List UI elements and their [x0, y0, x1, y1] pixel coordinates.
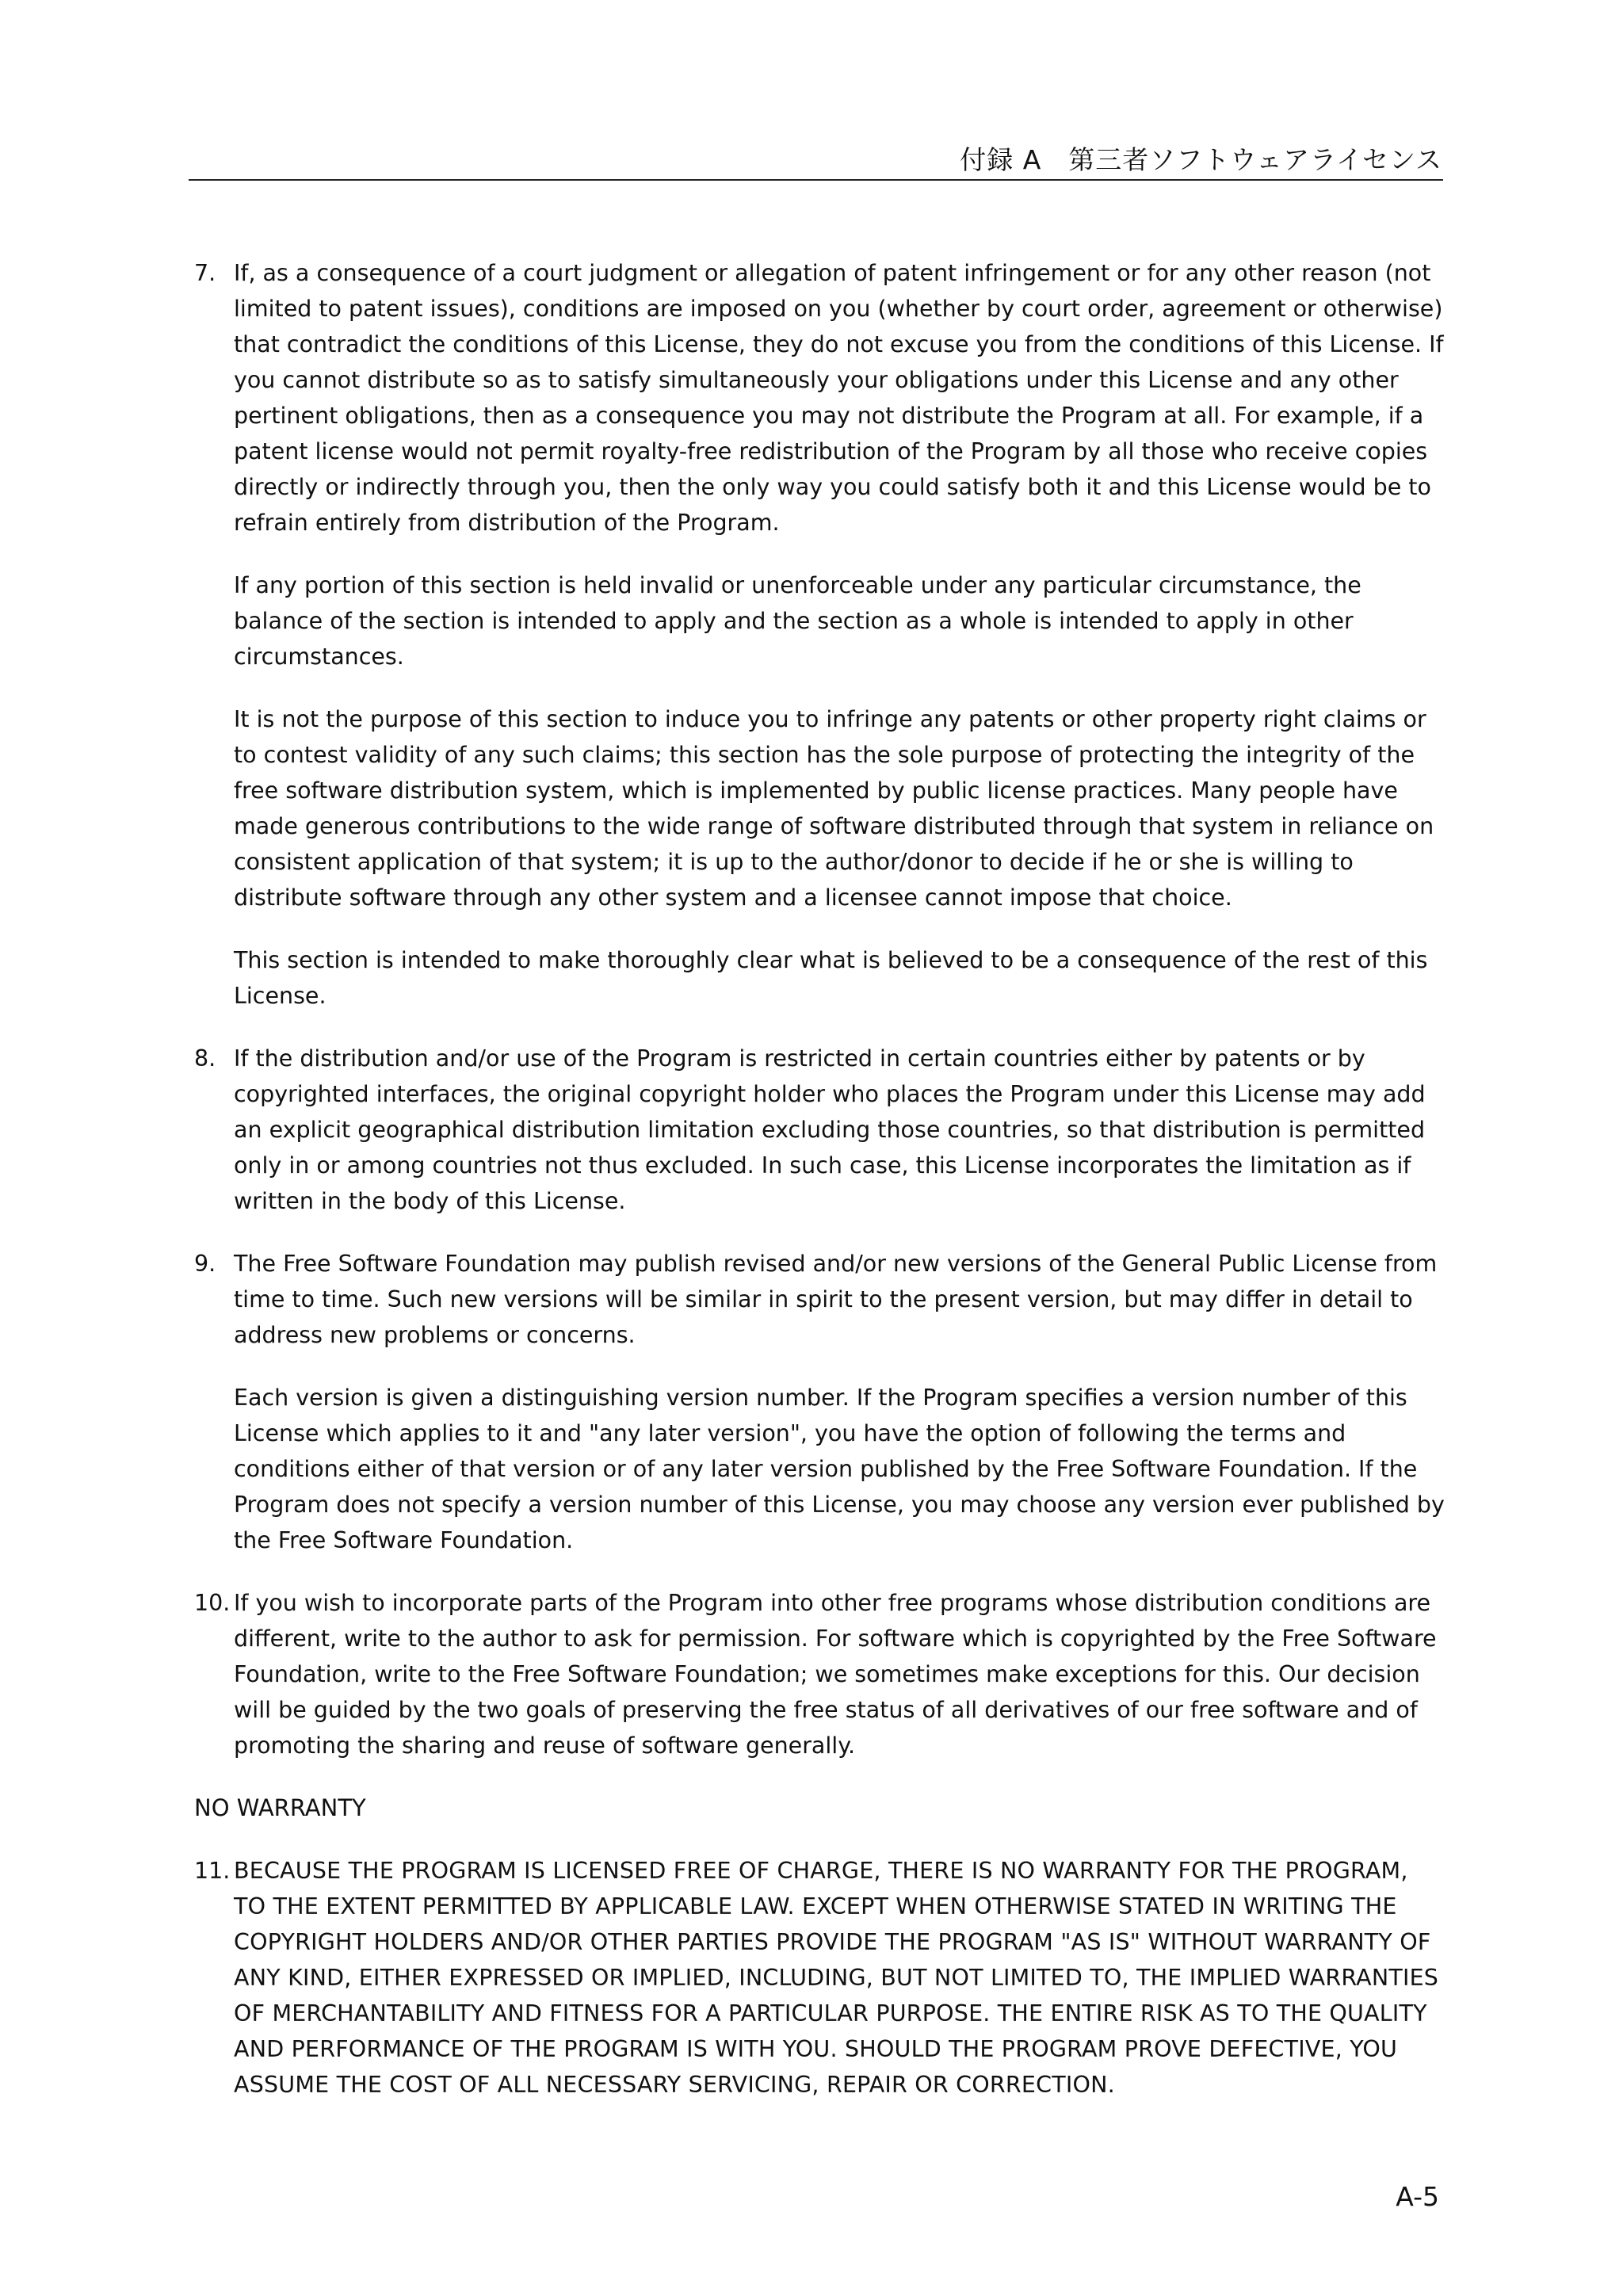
- paragraph: If you wish to incorporate parts of the Program into other free programs whose distribution conditions are different, write to the author to ask for permission. For software which is copyrighted by the Free Software Foundation, write to the Free Software Foundation; we sometimes make exceptions for this. Our decision will be guided by the two goals of preserving the free status of all derivatives of our free software and of promoting the sharing and reuse of software generally.: [234, 1590, 1437, 1759]
- paragraph: If the distribution and/or use of the Program is restricted in certain countries either by patents or by copyrighted interfaces, the original copyright holder who places the Program under this License may add an explicit geographical distribution limitation excluding those countries, so that distribution is permitted only in or among countries not thus excluded. In such case, this License incorporates the limitation as if written in the body of this License.: [234, 1045, 1426, 1214]
- item-number: 7.: [194, 260, 216, 286]
- item-number: 9.: [194, 1251, 216, 1277]
- paragraph: If any portion of this section is held invalid or unenforceable under any particular circumstance, the balance of the section is intended to apply and the section as a whole is intended to apply in other circumstances.: [234, 572, 1361, 670]
- header-divider: [189, 179, 1443, 181]
- license-item-7: [194, 255, 1446, 1014]
- paragraph: If, as a consequence of a court judgment or allegation of patent infringement or for any other reason (not limited to patent issues), conditions are imposed on you (whether by court order, agreement or otherwise) that contradict the conditions of this License, they do not excuse you from the conditions of this License. If you cannot distribute so as to satisfy simultaneously your obligations under this License and any other pertinent obligations, then as a consequence you may not distribute the Program at all. For example, if a patent license would not permit royalty-free redistribution of the Program by all those who receive copies directly or indirectly through you, then the only way you could satisfy both it and this License would be to refrain entirely from distribution of the Program.: [234, 260, 1444, 536]
- license-item-11: [194, 1853, 1446, 2103]
- item-number: 8.: [194, 1045, 216, 1072]
- page-header-title: 付録 A 第三者ソフトウェアライセンス: [960, 144, 1442, 175]
- no-warranty-heading: NO WARRANTY: [194, 1794, 366, 1821]
- paragraph: Each version is given a distinguishing version number. If the Program specifies a version number of this License which applies to it and "any later version", you have the option of following the terms and conditions either of that version or of any later version published by the Free Software Foundation. If the Program does not specify a version number of this License, you may choose any version ever published by the Free Software Foundation.: [234, 1385, 1445, 1553]
- page-number: A-5: [1396, 2181, 1439, 2212]
- document-body: [194, 255, 1446, 2130]
- paragraph: The Free Software Foundation may publish revised and/or new versions of the General Public License from time to time. Such new versions will be similar in spirit to the present version, but may differ in detail to address new problems or concerns.: [234, 1251, 1438, 1348]
- license-item-8: [194, 1041, 1446, 1219]
- license-item-9: [194, 1246, 1446, 1558]
- paragraph: This section is intended to make thoroughly clear what is believed to be a consequence of the rest of this License.: [234, 947, 1428, 1009]
- license-item-10: [194, 1585, 1446, 1763]
- paragraph: It is not the purpose of this section to induce you to infringe any patents or other property right claims or to contest validity of any such claims; this section has the sole purpose of protecting the integrity of the free software distribution system, which is implemented by public license practices. Many people have made generous contributions to the wide range of software distributed through that system in reliance on consistent application of that system; it is up to the author/donor to decide if he or she is willing to distribute software through any other system and a licensee cannot impose that choice.: [234, 706, 1434, 911]
- paragraph: BECAUSE THE PROGRAM IS LICENSED FREE OF CHARGE, THERE IS NO WARRANTY FOR THE PROGRAM, TO THE EXTENT PERMITTED BY APPLICABLE LAW. EXCEPT WHEN OTHERWISE STATED IN WRITING THE COPYRIGHT HOLDERS AND/OR OTHER PARTIES PROVIDE THE PROGRAM "AS IS" WITHOUT WARRANTY OF ANY KIND, EITHER EXPRESSED OR IMPLIED, INCLUDING, BUT NOT LIMITED TO, THE IMPLIED WARRANTIES OF MERCHANTABILITY AND FITNESS FOR A PARTICULAR PURPOSE. THE ENTIRE RISK AS TO THE QUALITY AND PERFORMANCE OF THE PROGRAM IS WITH YOU. SHOULD THE PROGRAM PROVE DEFECTIVE, YOU ASSUME THE COST OF ALL NECESSARY SERVICING, REPAIR OR CORRECTION.: [234, 1858, 1439, 2098]
- item-number: 11.: [194, 1858, 231, 1884]
- item-number: 10.: [194, 1590, 231, 1616]
